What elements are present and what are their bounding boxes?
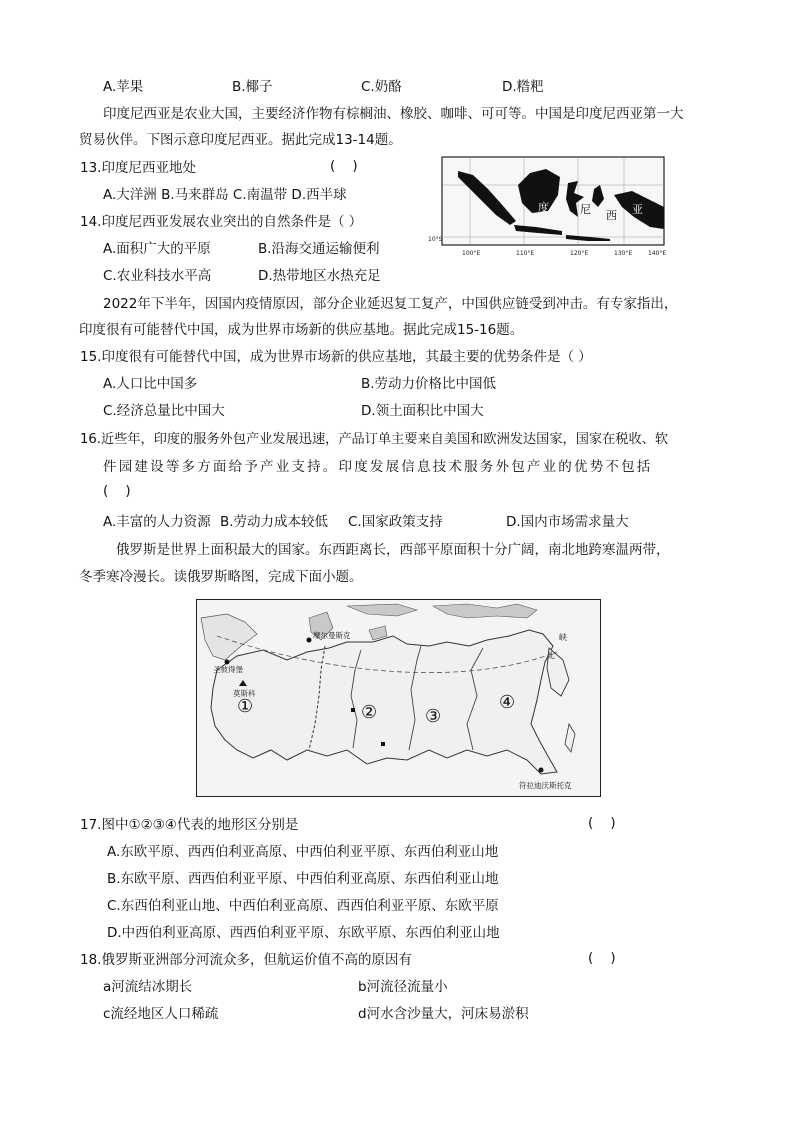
q16-option-c: C.国家政策支持 [348, 514, 443, 530]
lat-label-10s: 10°S [428, 236, 443, 243]
q12-option-d: D.糌粑 [502, 79, 544, 95]
st-petersburg-marker [225, 660, 230, 665]
label-vladivostok: 符拉迪沃斯托克 [519, 781, 572, 790]
city-marker-square-2 [381, 742, 385, 746]
q15-option-c: C.经济总量比中国大 [103, 403, 225, 419]
intro-supply-line-2: 印度很有可能替代中国，成为世界市场新的供应基地。据此完成15-16题。 [79, 322, 524, 338]
intro-russia-line-2: 冬季寒冷漫长。读俄罗斯略图，完成下面小题。 [79, 569, 363, 585]
murmansk-marker [307, 638, 312, 643]
q17-option-b: B.东欧平原、西西伯利亚平原、中西伯利亚高原、东西伯利亚山地 [107, 871, 499, 887]
q15-option-a: A.人口比中国多 [103, 376, 198, 392]
indonesia-label-du: 度 [538, 201, 549, 214]
q14-stem: 14.印度尼西亚发展农业突出的自然条件是（ ） [80, 214, 363, 230]
q14-option-d: D.热带地区水热充足 [258, 268, 381, 284]
q12-option-c: C.奶酪 [361, 79, 402, 95]
q14-option-a: A.面积广大的平原 [103, 241, 211, 257]
region-1: ① [237, 696, 254, 717]
label-st-petersburg: 圣彼得堡 [213, 665, 243, 674]
q17-answer-paren[interactable]: ( ) [588, 815, 616, 831]
intro-russia-line-1: 俄罗斯是世界上面积最大的国家。东西距离长，西部平原面积十分广阔，南北地跨寒温两带， [116, 542, 670, 558]
intro-supply-line-1: 2022年下半年，因国内疫情原因，部分企业延迟复工复产，中国供应链受到冲击。有专家指出， [103, 296, 678, 312]
q12-option-b: B.椰子 [232, 79, 273, 95]
q13-options: A.大洋洲 B.马来群岛 C.南温带 D.西半球 [103, 187, 347, 203]
q18-option-d: d河水含沙量大，河床易淤积 [358, 1006, 529, 1022]
q14-option-b: B.沿海交通运输便利 [258, 241, 380, 257]
q17-option-c: C.东西伯利亚山地、中西伯利亚高原、西西伯利亚平原、东欧平原 [107, 898, 499, 914]
q16-option-d: D.国内市场需求量大 [506, 514, 629, 530]
q16-stem-line-1: 16.近些年，印度的服务外包产业发展迅速，产品订单主要来自美国和欧洲发达国家，国家在税收、软 [80, 432, 669, 447]
indonesia-map [428, 155, 668, 267]
lon-label-140e: 140°E [648, 250, 667, 257]
q15-stem: 15.印度很有可能替代中国，成为世界市场新的供应基地，其最主要的优势条件是（ ） [80, 349, 592, 365]
q16-stem-line-2: 件园建设等多方面给予产业支持。印度发展信息技术服务外包产业的优势不包括 [103, 459, 653, 475]
lon-label-120e: 120°E [570, 250, 589, 257]
q14-option-c: C.农业科技水平高 [103, 268, 212, 284]
russia-map [196, 599, 601, 797]
intro-indonesia-line-1: 印度尼西亚是农业大国，主要经济作物有棕榈油、橡胶、咖啡、可可等。中国是印度尼西亚第一大 [103, 106, 684, 122]
q18-option-b: b河流径流量小 [358, 979, 448, 995]
vladivostok-marker [539, 768, 544, 773]
lon-label-100e: 100°E [462, 250, 481, 257]
q18-option-c: c流经地区人口稀疏 [103, 1006, 219, 1022]
q16-answer-paren[interactable]: ( ) [103, 483, 131, 499]
indonesia-label-xi: 西 [606, 209, 617, 222]
q15-option-b: B.劳动力价格比中国低 [361, 376, 497, 392]
q13-answer-paren[interactable]: ( ) [330, 158, 358, 174]
label-moscow: 莫斯科 [233, 689, 256, 698]
q18-answer-paren[interactable]: ( ) [588, 950, 616, 966]
q17-stem: 17.图中①②③④代表的地形区分别是 [80, 817, 299, 833]
q18-stem: 18.俄罗斯亚洲部分河流众多，但航运价值不高的原因有 [80, 952, 412, 968]
sakhalin-shape [565, 724, 575, 752]
q16-option-b: B.劳动力成本较低 [220, 514, 329, 530]
city-marker-square [351, 708, 355, 712]
lon-label-110e: 110°E [516, 250, 535, 257]
q12-option-a: A.苹果 [103, 79, 144, 95]
label-bering: 峡 [559, 633, 567, 642]
label-north: 北 [547, 651, 555, 660]
q16-option-a: A.丰富的人力资源 [103, 514, 211, 530]
q18-option-a: a河流结冰期长 [103, 979, 193, 995]
indonesia-label-ni: 尼 [580, 203, 591, 216]
intro-indonesia-line-2: 贸易伙伴。下图示意印度尼西亚。据此完成13-14题。 [79, 132, 402, 148]
lon-label-130e: 130°E [614, 250, 633, 257]
q13-stem: 13.印度尼西亚地处 [80, 160, 196, 176]
region-3: ③ [425, 706, 442, 727]
region-2: ② [361, 702, 378, 723]
q17-option-a: A.东欧平原、西西伯利亚高原、中西伯利亚平原、东西伯利亚山地 [107, 844, 499, 860]
q15-option-d: D.领土面积比中国大 [361, 403, 484, 419]
q17-option-d: D.中西伯利亚高原、西西伯利亚平原、东欧平原、东西伯利亚山地 [107, 925, 500, 941]
region-4: ④ [499, 692, 516, 713]
indonesia-label-ya: 亚 [632, 203, 643, 216]
label-murmansk: 摩尔曼斯克 [313, 631, 351, 640]
